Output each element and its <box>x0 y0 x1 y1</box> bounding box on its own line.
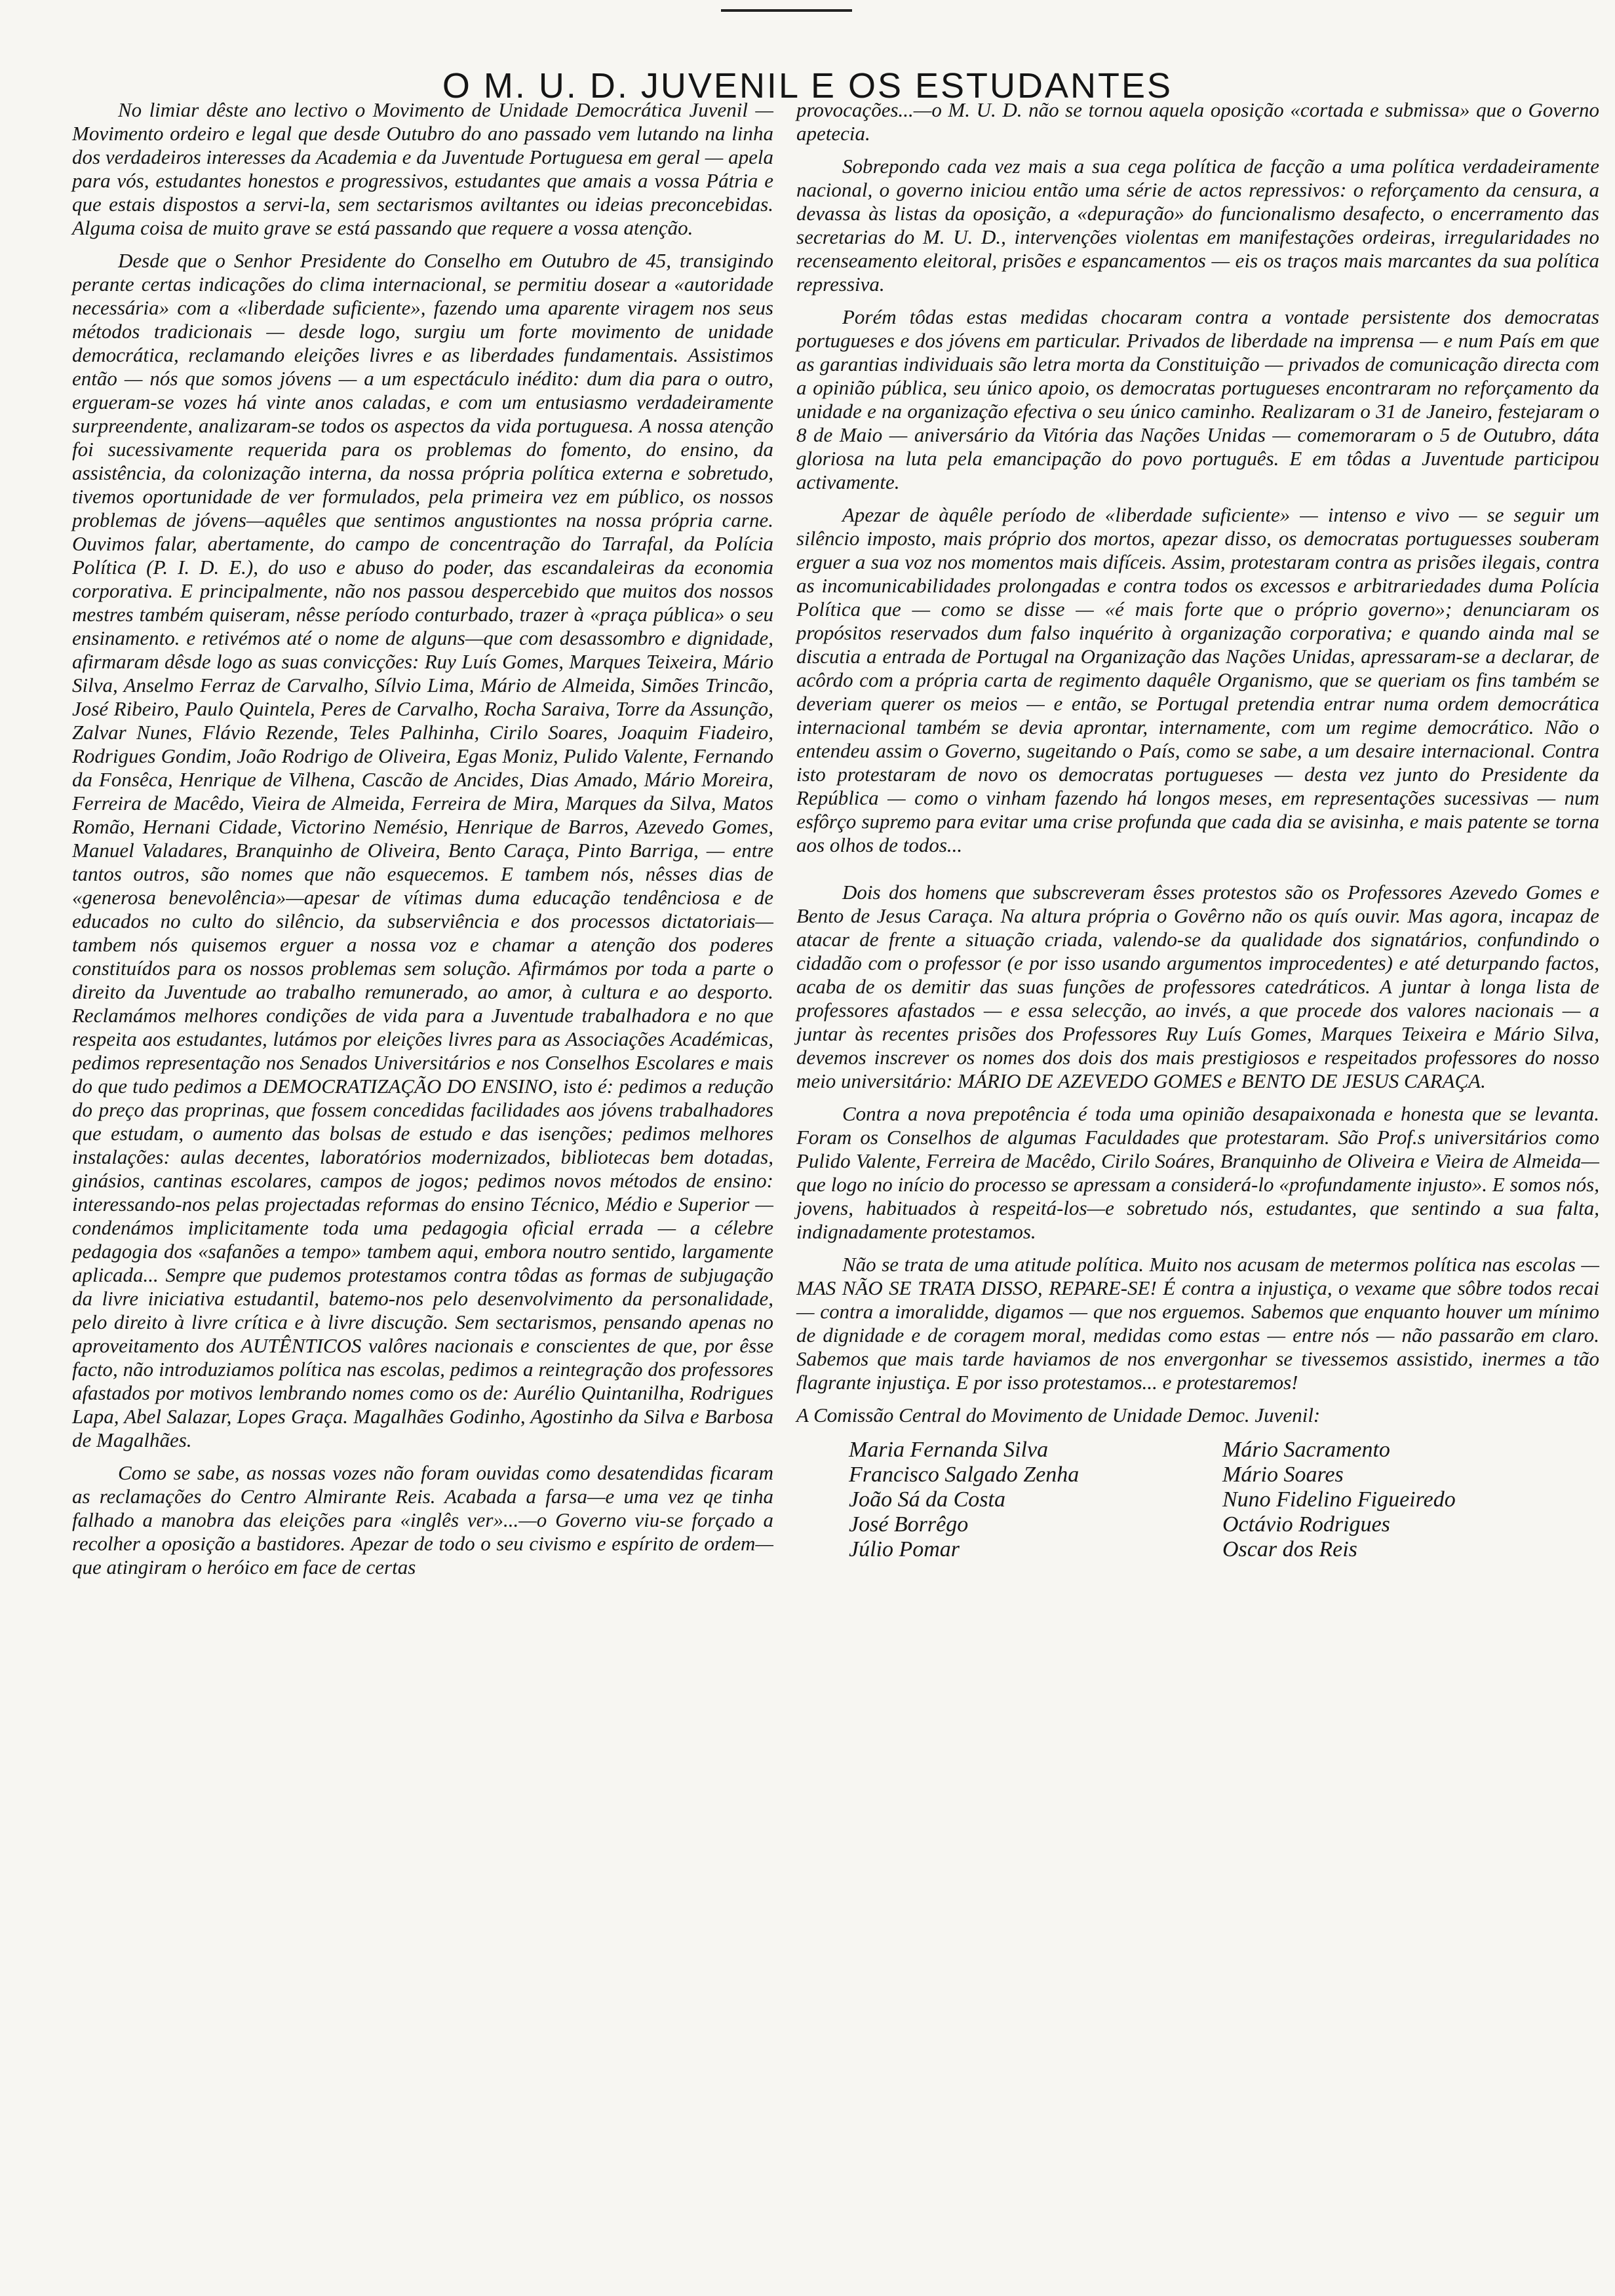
top-rule <box>721 9 852 12</box>
signatory-name: Maria Fernanda Silva <box>849 1438 1049 1462</box>
paragraph: Como se sabe, as nossas vozes não foram ouvidas como desatendidas ficaram as reclamações do Centro Almirante Reis. Acabada a farsa—e uma vez qe tinha falhado a manobra das eleições para «inglês ver»...—o Governo viu-se forçado a recolher a oposição a bastidores. Apezar de todo o seu civismo e espírito de ordem—que atingiram o heróico em face de certas <box>72 1461 773 1578</box>
paragraph: Dois dos homens que subscreveram êsses protestos são os Professores Azevedo Gomes e Bento de Jesus Caraça. Na altura própria o Govêrno não os quís ouvir. Mas agora, incapaz de atacar de frente a situação criada, valendo-se da qualidade dos signatários, confundindo o cidadão com o professor (e por isso usando argumentos improcedentes) e até deturpando factos, acaba de os demitir das suas funções de professores catedráticos. A juntar à longa lista de professores afastados — e essa selecção, ao invés, a que procede dos valores nacionais — a juntar às recentes prisões dos Professores Ruy Luís Gomes, Marques Teixeira e Mário Silva, devemos inscrever os nomes dos dois dos mais prestigiosos e respeitados professores do nosso meio universitário: MÁRIO DE AZEVEDO GOMES e BENTO DE JESUS CARAÇA. <box>796 881 1599 1092</box>
right-column <box>796 98 1599 1562</box>
signatory-name: José Borrêgo <box>849 1512 969 1537</box>
left-column <box>72 98 773 1588</box>
signatory-name: João Sá da Costa <box>849 1487 1005 1512</box>
signature-block <box>796 1438 1599 1562</box>
signatory-name: Nuno Fidelino Figueiredo <box>1222 1487 1456 1512</box>
article-title: O M. U. D. JUVENIL E OS ESTUDANTES <box>442 66 1173 106</box>
paragraph: Desde que o Senhor Presidente do Conselho em Outubro de 45, transigindo perante certas indicações do clima internacional, se permitiu dosear a «autoridade necessária» com a «liberdade suficiente», fazendo uma aparente viragem nos seus métodos tradicionais — desde logo, surgiu um forte movimento de unidade democrática, reclamando eleições livres e as liberdades fundamentais. Assistimos então — nós que somos jóvens — a um espectáculo inédito: dum dia para o outro, ergueram-se vozes há vinte anos caladas, e com um entusiasmo verdadeiramente surpreendente, analizaram-se todos os aspectos da vida portuguesa. A nossa atenção foi sucessivamente requerida para os problemas do fomento, do ensino, da assistência, da colonização interna, da nossa própria política externa e sobretudo, tivemos oportunidade de ver formulados, pela primeira vez em público, os nossos problemas de jóvens—aquêles que sentimos angustiontes na nossa própria carne. Ouvimos falar, abertamente, do campo de concentração do Tarrafal, da Polícia Política (P. I. D. E.), do uso e abuso do poder, das escandaleiras da economia corporativa. E principalmente, não nos passou despercebido que muitos dos nossos mestres também quiseram, nêsse período conturbado, trazer à «praça pública» o seu ensinamento. e retivémos até o nome de alguns—que com desassombro e dignidade, afirmaram dêsde logo as suas convicções: Ruy Luís Gomes, Marques Teixeira, Mário Silva, Anselmo Ferraz de Carvalho, Sílvio Lima, Mário de Almeida, Simões Trincão, José Ribeiro, Paulo Quintela, Peres de Carvalho, Rocha Saraiva, Torre da Assunção, Zalvar Nunes, Flávio Rezende, Teles Palhinha, Cirilo Soares, Joaquim Fiadeiro, Rodrigues Gondim, João Rodrigo de Oliveira, Egas Moniz, Pulido Valente, Fernando da Fonsêca, Henrique de Vilhena, Cascão de Ancides, Dias Amado, Mário Moreira, Ferreira de Macêdo, Vieira de Almeida, Ferreira de Mira, Marques da Silva, Matos Romão, Hernani Cidade, Victorino Nemésio, Henrique de Barros, Azevedo Gomes, Manuel Valadares, Branquinho de Oliveira, Bento Caraça, Pinto Barriga, — entre tantos outros, são nomes que não esquecemos. E tambem nós, nêsses dias de «generosa benevolência»—apesar de vítimas duma educação tendênciosa e de educados no culto do silêncio, da subserviência e dos processos dictatoriais—tambem nós quisemos erguer a nossa voz e chamar a atenção dos poderes constituídos para os nossos problemas sem solução. Afirmámos por toda a parte o direito da Juventude ao trabalho remunerado, ao amor, à cultura e ao desporto. Reclamámos melhores condições de vida para a Juventude trabalhadora e no que respeita aos estudantes, lutámos por eleições livres para as Associações Académicas, pedimos representação nos Senados Universitários e nos Conselhos Escolares e mais do que tudo pedimos a DEMOCRATIZAÇÃO DO ENSINO, isto é: pedimos a redução do preço das proprinas, que fossem concedidas facilidades aos jóvens trabalhadores que estudam, o aumento das bolsas de estudo e das isenções; pedimos melhores instalações: aulas decentes, laboratórios modernizados, bibliotecas bem dotadas, ginásios, cantinas escolares, campos de jogos; pedimos novos métodos de ensino: interessando-nos pelas projectadas reformas do ensino Técnico, Médio e Superior — condenámos implicitamente toda uma pedagogia oficial errada — a célebre pedagogia dos «safanões a tempo» tambem aqui, embora noutro sentido, largamente aplicada... Sempre que pudemos protestamos contra tôdas as formas de subjugação da livre iniciativa estudantil, batemo-nos pelo desenvolvimento da personalidade, pelo direito à livre crítica e à livre discução. Sem sectarismos, pensando apenas no aproveitamento dos AUTÊNTICOS valôres nacionais e conscientes de que, por êsse facto, não introduziamos política nas escolas, pedimos a reintegração dos professores afastados por motivos lembrando nomes como os de: Aurélio Quintanilha, Rodrigues Lapa, Abel Salazar, Lopes Graça. Magalhães Godinho, Agostinho da Silva e Barbosa de Magalhães. <box>72 249 773 1451</box>
signature-list-left <box>849 1438 1222 1562</box>
signatory-name: Octávio Rodrigues <box>1222 1512 1390 1537</box>
paragraph: Não se trata de uma atitude política. Muito nos acusam de metermos política nas escolas — MAS NÃO SE TRATA DISSO, REPARE-SE! É contra a injustiça, o vexame que sôbre todos recai — contra a imoralidde, digamos — que nos erguemos. Sabemos que enquanto houver um mínimo de dignidade e de coragem moral, medidas como estas — entre nós — não passarão em claro. Sabemos que mais tarde haviamos de nos envergonhar se tivessemos assistido, inermes a tão flagrante injustiça. E por isso protestamos... e protestaremos! <box>796 1253 1599 1394</box>
signoff-line: A Comissão Central do Movimento de Unidade Democ. Juvenil: <box>796 1404 1321 1426</box>
paragraph: Apezar de àquêle período de «liberdade suficiente» — intenso e vivo — se seguir um silêncio imposto, mais próprio dos mortos, apezar disso, os democratas portuguesses souberam erguer a sua voz nos momentos mais difíceis. Assim, protestaram contra as prisões ilegais, contra as incomunicabilidades prolongadas e contra todos os excessos e arbitrariedades duma Polícia Política que — como se disse — «é mais forte que o próprio governo»; denunciaram os propósitos reservados dum falso inquérito à organização corporativa; e quando ainda mal se discutia a entrada de Portugal na Organização das Nações Unidas, apressaram-se a declarar, de acôrdo com a própria carta de regimento daquêle Organismo, que se queriam os fins também se deveriam querer os meios — e então, se Portugal pretendia entrar numa ordem democrática internacional também se devia aprontar, internamente, com um regime democrático. Não o entendeu assim o Governo, sugeitando o País, como se sabe, a um desaire internacional. Contra isto protestaram de novo os democratas portugueses — desta vez junto do Presidente da República — como o vinham fazendo há longos meses, em representações sucessivas — num esfôrço supremo para evitar uma crise profunda que cada dia se avisinha, e mais patente se torna aos olhos de todos... <box>796 503 1599 856</box>
signatory-name: Júlio Pomar <box>849 1537 960 1561</box>
signatory-name: Mário Sacramento <box>1222 1438 1390 1462</box>
signature-list-right <box>1222 1438 1456 1562</box>
paragraph: Porém tôdas estas medidas chocaram contra a vontade persistente dos democratas portugueses e dos jóvens em particular. Privados de liberdade na imprensa — e num País em que as garantias individuais são letra morta da Constituição — privados de comunicação directa com a opinião pública, seu único apoio, os democratas portugueses encontraram no reforçamento da unidade e na organização efectiva o seu único caminho. Realizaram o 31 de Janeiro, festejaram o 8 de Maio — aniversário da Vitória das Nações Unidas — comemoraram o 5 de Outubro, dáta gloriosa na luta pela emancipação do povo português. E em tôdas a Juventude participou activamente. <box>796 305 1599 493</box>
signatory-name: Mário Soares <box>1222 1463 1344 1487</box>
paragraph: No limiar dêste ano lectivo o Movimento de Unidade Democrática Juvenil — Movimento ordeiro e legal que desde Outubro do ano passado vem lutando na linha dos verdadeiros interesses da Academia e da Juventude Portuguesa em geral — apela para vós, estudantes honestos e progressivos, estudantes que amais a vossa Pátria e que estais dispostos a servi-la, sem sectarismos aviltantes ou ideias preconcebidas. Alguma coisa de muito grave se está passando que requere a vossa atenção. <box>72 98 773 239</box>
paragraph: Contra a nova prepotência é toda uma opinião desapaixonada e honesta que se levanta. Foram os Conselhos de algumas Faculdades que protestaram. São Prof.s universitários como Pulido Valente, Ferreira de Macêdo, Cirilo Soáres, Branquinho de Oliveira e Vieira de Almeida—que logo no início do processo se apressam a considerá-lo «profundamente injusto». E somos nós, jovens, habituados à respeitá-los—e sobretudo nós, estudantes, que sentindo a sua falta, indignadamente protestamos. <box>796 1102 1599 1243</box>
paragraph: Sobrepondo cada vez mais a sua cega política de facção a uma política verdadeiramente nacional, o governo iniciou então uma série de actos repressivos: o reforçamento da censura, a devassa às listas da oposição, a «depuração» do funcionalismo desafecto, o encerramento das secretarias do M. U. D., intervenções violentas em manifestações ordeiras, irregularidades no recenseamento eleitoral, prisões e espancamentos — eis os traços mais marcantes da sua política repressiva. <box>796 155 1599 296</box>
signatory-name: Francisco Salgado Zenha <box>849 1463 1080 1487</box>
paragraph: provocações...—o M. U. D. não se tornou aquela oposição «cortada e submissa» que o Governo apetecia. <box>796 98 1599 145</box>
signatory-name: Oscar dos Reis <box>1222 1537 1357 1561</box>
